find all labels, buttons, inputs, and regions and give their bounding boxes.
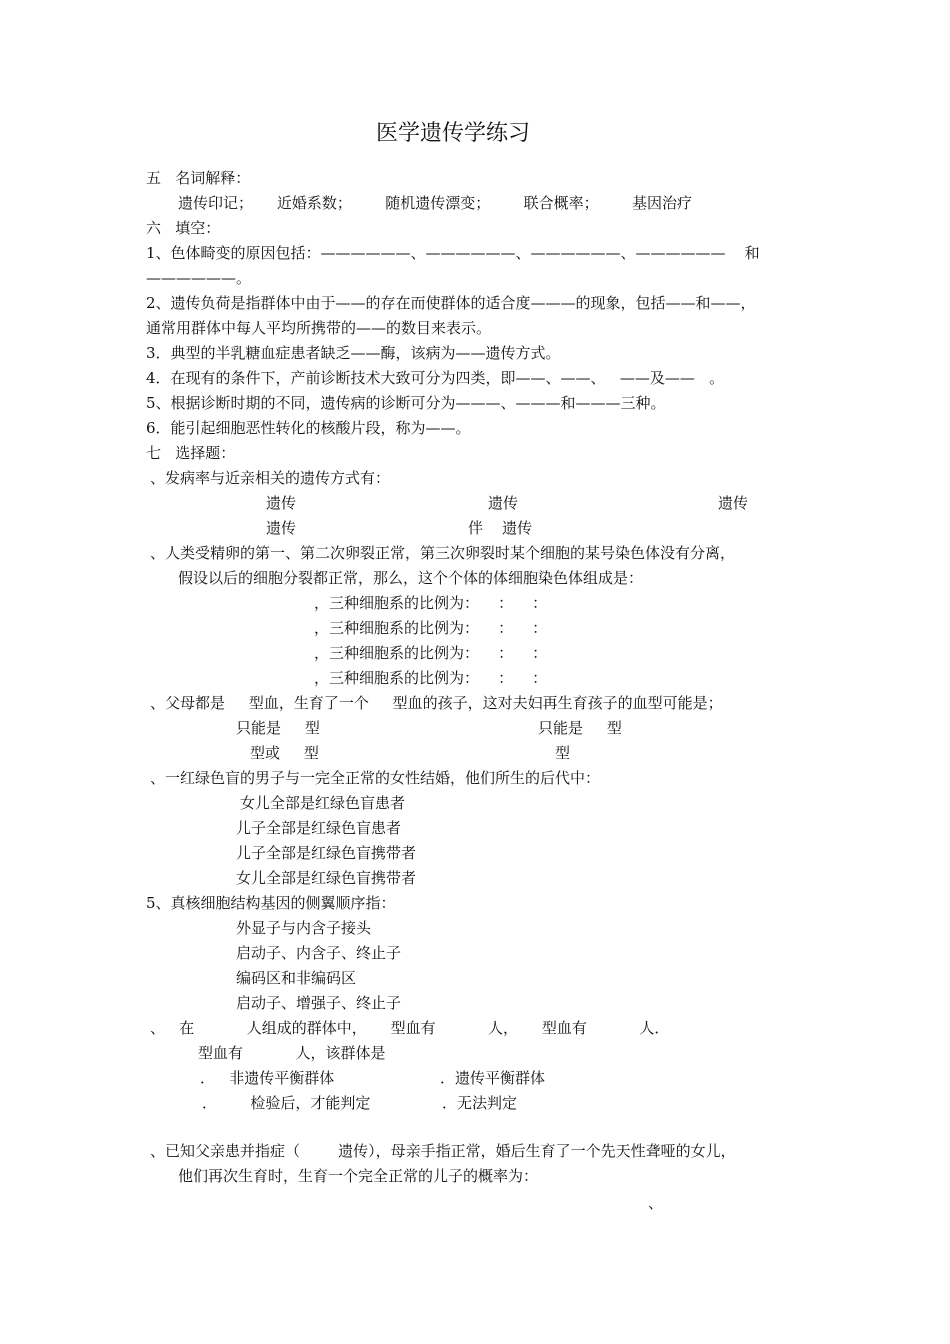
fill-q2-cont: 通常用群体中每人平均所携带的——的数目来表示。 xyxy=(146,319,492,337)
choice-q6-option: ．无法判定 xyxy=(442,1094,518,1112)
fill-q2: 2、遗传负荷是指群体中由于——的存在而使群体的适合度———的现象，包括——和——， xyxy=(146,294,756,312)
choice-q1-option: 遗传 xyxy=(488,494,519,512)
choice-q5-option: 启动子、增强子、终止子 xyxy=(236,994,402,1012)
choice-q7: 、已知父亲患并指症（ 遗传），母亲手指正常，婚后生育了一个先天性聋哑的女儿， xyxy=(150,1142,736,1160)
terms-line: 遗传印记； 近婚系数； 随机遗传漂变； 联合概率； 基因治疗 xyxy=(178,194,692,212)
choice-q3-option: 只能是 型 xyxy=(538,719,622,737)
choice-q2: 、人类受精卵的第一、第二次卵裂正常，第三次卵裂时某个细胞的某号染色体没有分离， xyxy=(150,544,736,562)
choice-q6-option: ． 检验后，才能判定 xyxy=(202,1094,371,1112)
choice-q3: 、父母都是 型血，生育了一个 型血的孩子，这对夫妇再生育孩子的血型可能是； xyxy=(150,694,723,712)
choice-q4: 、一红绿色盲的男子与一完全正常的女性结婚，他们所生的后代中： xyxy=(150,769,601,787)
fill-q1-cont: ——————。 xyxy=(146,269,252,287)
choice-q7-mark: 、 xyxy=(648,1194,664,1212)
fill-q4: 4．在现有的条件下，产前诊断技术大致可分为四类，即——、——、 ——及—— 。 xyxy=(146,369,725,387)
choice-q3-option: 型 xyxy=(555,744,571,762)
choice-q1-option: 遗传 xyxy=(266,519,297,537)
choice-q7-cont: 他们再次生育时，生育一个完全正常的儿子的概率为： xyxy=(178,1167,539,1185)
document-title: 医学遗传学练习 xyxy=(376,121,531,146)
fill-q3: 3．典型的半乳糖血症患者缺乏——酶，该病为——遗传方式。 xyxy=(146,344,561,362)
choice-q1-option: 遗传 xyxy=(266,494,297,512)
choice-q2-option: ，三种细胞系的比例为： ： ： xyxy=(314,644,548,662)
choice-q4-option: 儿子全部是红绿色盲携带者 xyxy=(236,844,417,862)
choice-q6-option: ．遗传平衡群体 xyxy=(440,1069,546,1087)
choice-q4-option: 女儿全部是红绿色盲携带者 xyxy=(236,869,417,887)
choice-q2-option: ，三种细胞系的比例为： ： ： xyxy=(314,594,548,612)
choice-q5-option: 启动子、内含子、终止子 xyxy=(236,944,402,962)
choice-q3-option: 型或 型 xyxy=(250,744,319,762)
section-7-heading: 七 选择题： xyxy=(146,444,236,462)
choice-q2-option: ，三种细胞系的比例为： ： ： xyxy=(314,619,548,637)
choice-q4-option: 儿子全部是红绿色盲患者 xyxy=(236,819,402,837)
choice-q5-option: 外显子与内含子接头 xyxy=(236,919,372,937)
fill-q6: 6．能引起细胞恶性转化的核酸片段，称为——。 xyxy=(146,419,471,437)
choice-q5: 5、真核细胞结构基因的侧翼顺序指： xyxy=(146,894,396,912)
fill-q1: 1、色体畸变的原因包括：——————、——————、——————、—————— 和 xyxy=(146,244,760,262)
choice-q1-option: 遗传 xyxy=(718,494,749,512)
choice-q2-option: ，三种细胞系的比例为： ： ： xyxy=(314,669,548,687)
choice-q6-cont: 型血有 人，该群体是 xyxy=(198,1044,386,1062)
choice-q1: 、发病率与近亲相关的遗传方式有： xyxy=(150,469,391,487)
section-6-heading: 六 填空： xyxy=(146,219,221,237)
choice-q6: 、 在 人组成的群体中， 型血有 人， 型血有 人． xyxy=(150,1019,670,1037)
section-5-heading: 五 名词解释： xyxy=(146,169,251,187)
choice-q2-cont: 假设以后的细胞分裂都正常，那么，这个个体的体细胞染色体组成是： xyxy=(178,569,644,587)
choice-q1-option: 伴 遗传 xyxy=(468,519,533,537)
choice-q5-option: 编码区和非编码区 xyxy=(236,969,357,987)
fill-q5: 5、根据诊断时期的不同，遗传病的诊断可分为———、———和———三种。 xyxy=(146,394,666,412)
choice-q6-option: ． 非遗传平衡群体 xyxy=(200,1069,335,1087)
choice-q3-option: 只能是 型 xyxy=(236,719,320,737)
choice-q4-option: 女儿全部是红绿色盲患者 xyxy=(240,794,406,812)
